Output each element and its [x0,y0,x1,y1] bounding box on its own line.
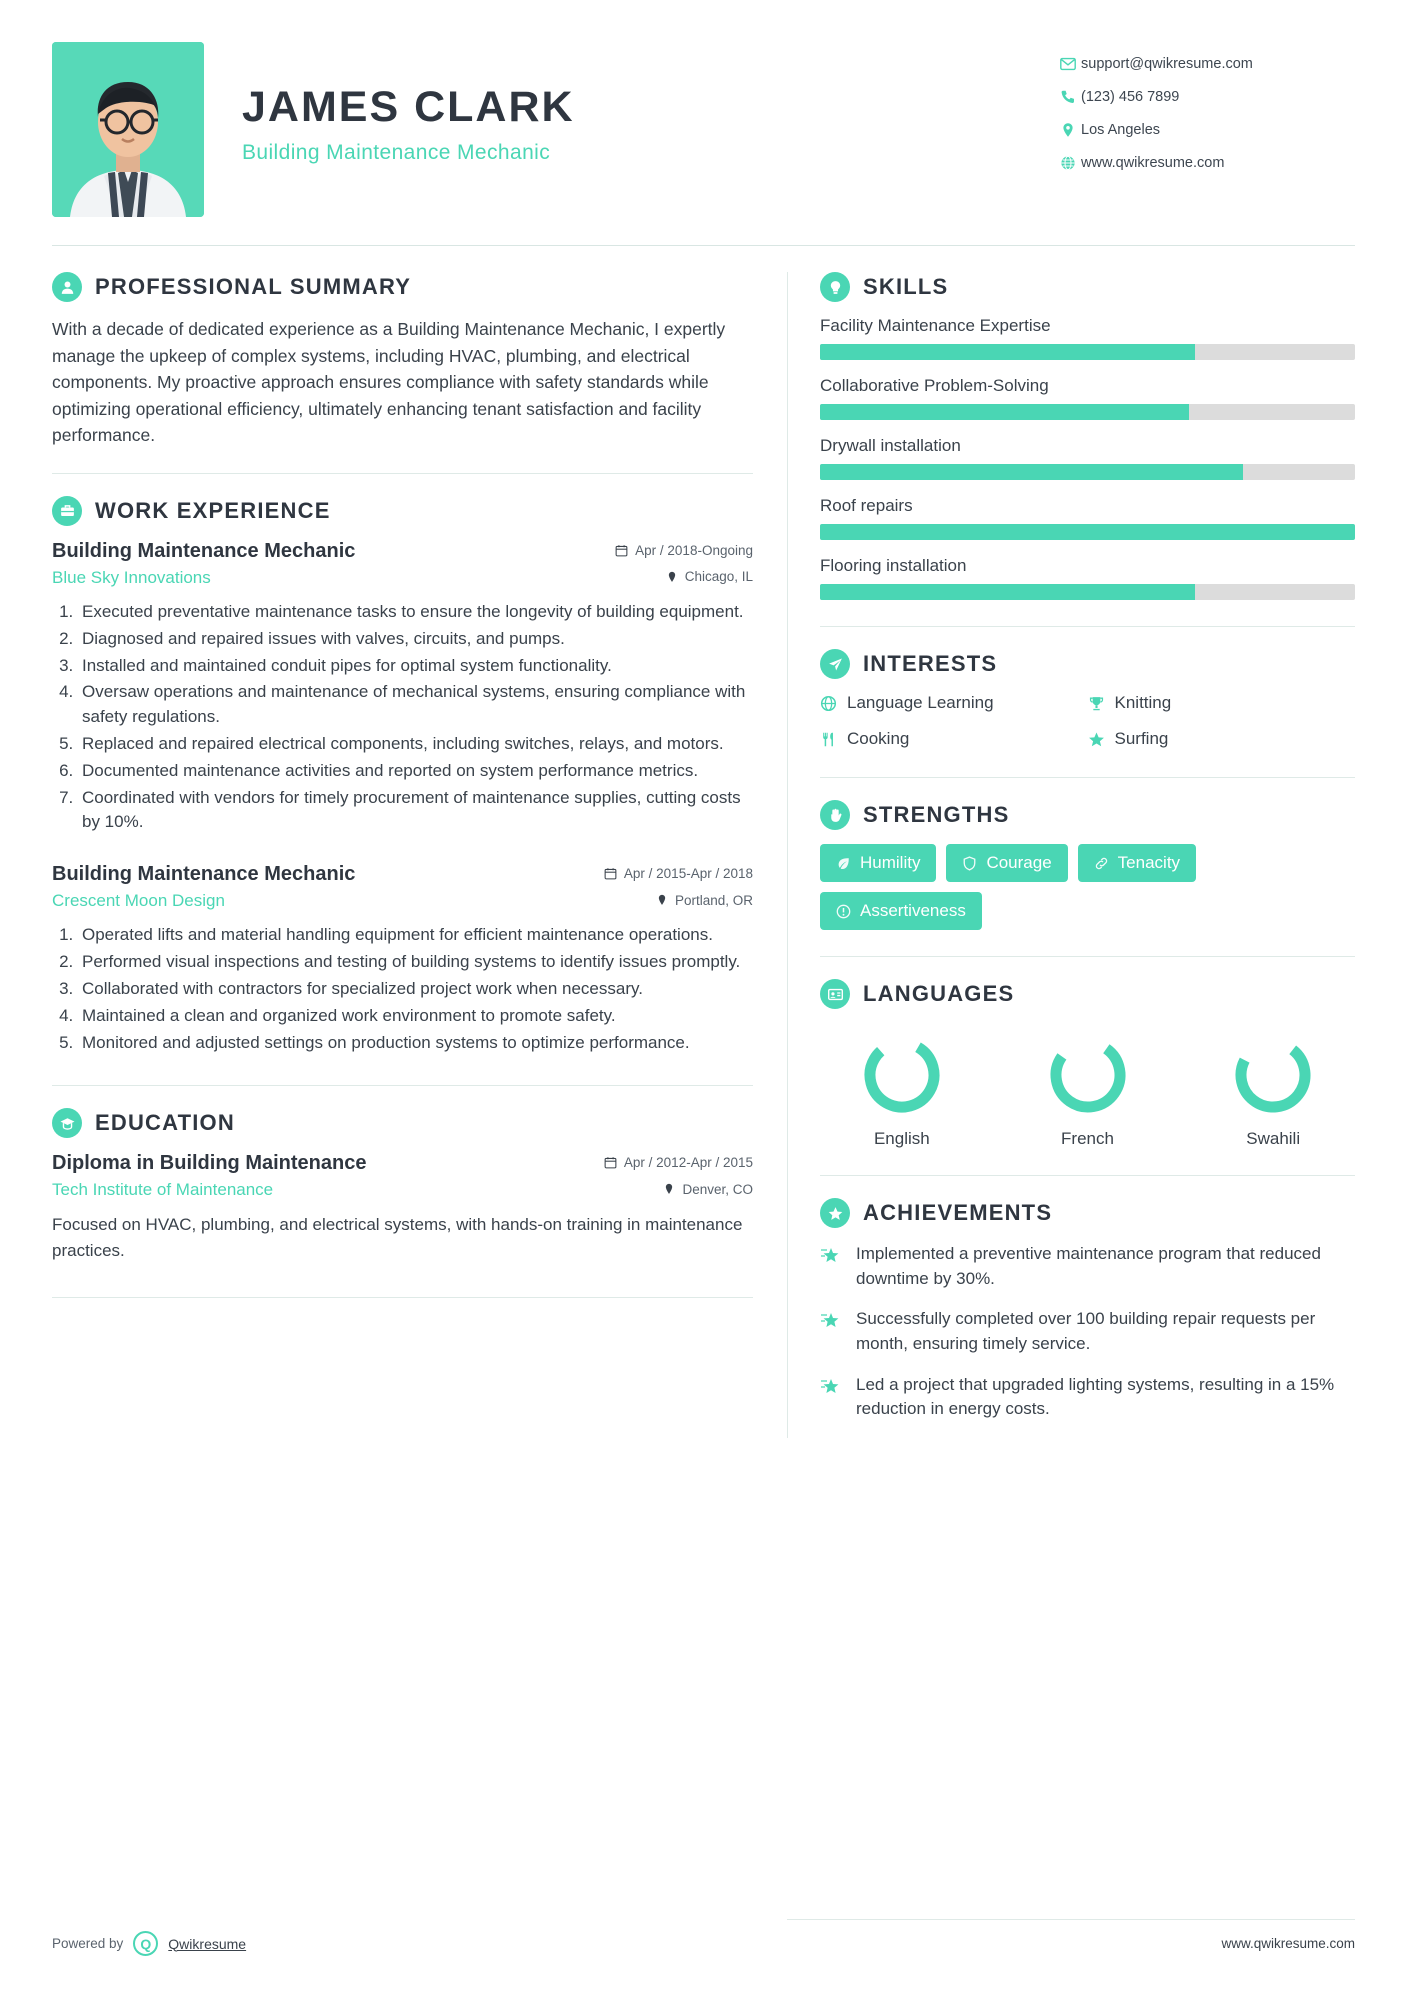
section-title-languages: LANGUAGES [863,981,1015,1006]
education-entry [52,1152,753,1263]
summary-text: With a decade of dedicated experience as a Building Maintenance Mechanic, I expertly manage the upkeep of complex systems, including HVAC, plumbing, and electrical components. My proactive approach ensures compliance with safety standards while optimizing operational efficiency, ultimately enhancing tenant satisfaction and facility performance. [52,319,726,446]
contact-website[interactable] [1055,155,1355,171]
list-item: 7. Coordinated with vendors for timely procurement of maintenance supplies, cutting costs by 10%. [78,786,753,836]
location-pin-icon [666,571,678,583]
skill-item [820,496,1355,540]
location-pin-icon [656,894,668,906]
list-item: 2. Diagnosed and repaired issues with valves, circuits, and pumps. [78,627,753,652]
section-title-skills: SKILLS [863,274,949,299]
qwikresume-logo-icon: Q [133,1931,158,1956]
list-item: 1. Executed preventative maintenance tasks to ensure the longevity of building equipment. [78,600,753,625]
star-icon [1088,731,1105,748]
location-pin-icon [663,1183,675,1195]
strength-label: Courage [986,853,1052,872]
section-divider [820,777,1355,778]
school-name: Tech Institute of Maintenance [52,1180,274,1200]
resume-header [52,42,1355,245]
language-label: Swahili [1246,1129,1301,1148]
language-item [1006,1033,1170,1149]
job-location-text: Chicago, IL [684,569,753,585]
job-bullets [78,923,753,1055]
person-circle-icon [52,272,82,302]
trophy-icon [1088,695,1105,712]
globe-icon [1055,155,1081,171]
footer-website[interactable]: www.qwikresume.com [1221,1936,1355,1951]
interest-item [820,693,1088,713]
star-badge-icon [820,1373,844,1422]
education-location-text: Denver, CO [682,1181,753,1197]
job-bullets [78,600,753,835]
star-circle-icon [820,1198,850,1228]
job-organization: Crescent Moon Design [52,891,225,911]
section-divider [52,473,753,474]
section-header-strengths [820,800,1355,830]
exclamation-icon [836,904,851,919]
powered-by[interactable] [52,1931,246,1956]
job-entry [52,540,753,835]
interest-list [820,693,1355,765]
list-item: 1. Operated lifts and material handling equipment for efficient maintenance operations. [78,923,753,948]
contact-email-text: support@qwikresume.com [1081,56,1253,72]
name-block [204,42,1055,165]
location-pin-icon [1055,122,1081,138]
interest-label: Knitting [1114,693,1172,712]
contact-location[interactable] [1055,122,1355,138]
link-icon [1094,856,1109,871]
hand-circle-icon [820,800,850,830]
job-role: Building Maintenance Mechanic [242,141,551,165]
achievement-item [820,1373,1355,1422]
job-org-row [52,563,753,588]
section-header-education [52,1108,753,1138]
strength-chip [820,892,982,930]
interest-label: Cooking [847,729,910,748]
avatar [52,42,204,217]
job-organization: Blue Sky Innovations [52,567,211,587]
achievement-text: Implemented a preventive maintenance program that reduced downtime by 30%. [856,1244,1321,1288]
qwikresume-brand-link[interactable]: Qwikresume [168,1935,247,1952]
list-item: 5. Monitored and adjusted settings on production systems to optimize performance. [78,1031,753,1056]
section-divider [52,1297,753,1298]
skill-bar [820,464,1355,480]
left-column [52,272,787,1438]
achievement-text: Led a project that upgraded lighting systems, resulting in a 15% reduction in energy costs. [856,1374,1335,1419]
skill-label: Roof repairs [820,496,913,515]
section-divider [820,956,1355,957]
skill-bar [820,524,1355,540]
contact-list [1055,42,1355,188]
section-header-languages [820,979,1355,1009]
resume-body [52,246,1355,1438]
globe-icon [820,695,837,712]
achievement-item [820,1242,1355,1291]
skill-item [820,376,1355,420]
graduation-circle-icon [52,1108,82,1138]
send-circle-icon [820,649,850,679]
education-dates-text: Apr / 2012-Apr / 2015 [623,1155,753,1171]
language-label: English [873,1129,930,1148]
section-divider [52,1085,753,1086]
footer [52,1931,1355,1956]
job-dates [604,866,753,881]
job-title: Building Maintenance Mechanic [52,863,356,886]
strength-chip [1078,844,1196,882]
interest-item [820,729,1088,749]
section-title-summary: PROFESSIONAL SUMMARY [95,274,412,299]
section-header-work [52,496,753,526]
briefcase-circle-icon [52,496,82,526]
leaf-icon [836,856,851,871]
list-item: 4. Maintained a clean and organized work environment to promote safety. [78,1004,753,1029]
language-list [820,1023,1355,1149]
job-dates-text: Apr / 2015-Apr / 2018 [623,866,753,882]
interest-label: Surfing [1114,729,1169,748]
job-title: Building Maintenance Mechanic [52,539,356,562]
list-item: 3. Collaborated with contractors for specialized project work when necessary. [78,977,753,1002]
list-item: 3. Installed and maintained conduit pipes for optimal system functionality. [78,654,753,679]
job-location [656,893,753,908]
job-location-text: Portland, OR [674,892,753,908]
section-header-achievements [820,1198,1355,1228]
powered-by-label: Powered by [52,1936,124,1951]
calendar-icon [615,544,628,557]
section-title-work: WORK EXPERIENCE [95,497,331,523]
contact-phone-text: (123) 456 7899 [1081,89,1180,105]
star-badge-icon [820,1242,844,1291]
skill-bar [820,584,1355,600]
section-title-education: EDUCATION [95,1110,235,1136]
calendar-icon [604,1156,617,1169]
education-school-row [52,1175,753,1200]
job-dates-text: Apr / 2018-Ongoing [635,542,753,558]
language-label: French [1061,1129,1114,1148]
achievement-text: Successfully completed over 100 building repair requests per month, ensuring timely service. [856,1309,1316,1353]
job-title-row [52,863,753,886]
education-description: Focused on HVAC, plumbing, and electrical systems, with hands-on training in maintenance practices. [52,1215,743,1260]
education-dates [604,1155,753,1170]
skill-label: Drywall installation [820,436,961,455]
education-location [663,1182,753,1197]
list-item: 6. Documented maintenance activities and reported on system performance metrics. [78,759,753,784]
job-entry [52,863,753,1055]
job-org-row [52,886,753,911]
contact-website-text: www.qwikresume.com [1081,155,1225,171]
calendar-icon [604,867,617,880]
section-header-skills [820,272,1355,302]
skill-label: Facility Maintenance Expertise [820,316,1051,335]
footer-divider-right [787,1919,1355,1920]
skill-item [820,436,1355,480]
section-header-interests [820,649,1355,679]
contact-email[interactable] [1055,56,1355,72]
skill-bar [820,404,1355,420]
bulb-circle-icon [820,272,850,302]
section-header-summary [52,272,753,302]
achievement-item [820,1307,1355,1356]
degree-title: Diploma in Building Maintenance [52,1152,367,1175]
section-title-interests: INTERESTS [863,651,998,676]
section-title-strengths: STRENGTHS [863,802,1010,827]
right-column [787,272,1355,1438]
id-card-circle-icon [820,979,850,1009]
phone-icon [1055,89,1081,105]
skill-label: Flooring installation [820,556,967,575]
shield-icon [962,856,977,871]
star-badge-icon [820,1307,844,1356]
mail-icon [1055,56,1081,72]
job-dates [615,543,753,558]
education-title-row [52,1152,753,1175]
interest-item [1088,693,1356,713]
section-title-achievements: ACHIEVEMENTS [863,1200,1053,1225]
list-item: 5. Replaced and repaired electrical components, including switches, relays, and motors. [78,732,753,757]
interest-item [1088,729,1356,749]
skill-item [820,556,1355,600]
interest-label: Language Learning [847,693,994,712]
contact-location-text: Los Angeles [1081,122,1161,138]
skill-item [820,316,1355,360]
contact-phone[interactable] [1055,89,1355,105]
list-item: 4. Oversaw operations and maintenance of mechanical systems, ensuring compliance with safety regulations. [78,680,753,730]
strength-label: Assertiveness [860,901,966,920]
strength-label: Humility [860,853,921,872]
strength-list [820,844,1355,930]
job-location [666,569,753,584]
job-title-row [52,540,753,563]
list-item: 2. Performed visual inspections and testing of building systems to identify issues promptly. [78,950,753,975]
strength-chip [946,844,1067,882]
skill-label: Collaborative Problem-Solving [820,376,1049,395]
strength-label: Tenacity [1117,853,1181,872]
language-item [1191,1033,1355,1149]
section-divider [820,1175,1355,1176]
cutlery-icon [820,731,837,748]
page-title: JAMES CLARK [242,83,575,131]
strength-chip [820,844,936,882]
language-item [820,1033,984,1149]
section-divider [820,626,1355,627]
skill-bar [820,344,1355,360]
